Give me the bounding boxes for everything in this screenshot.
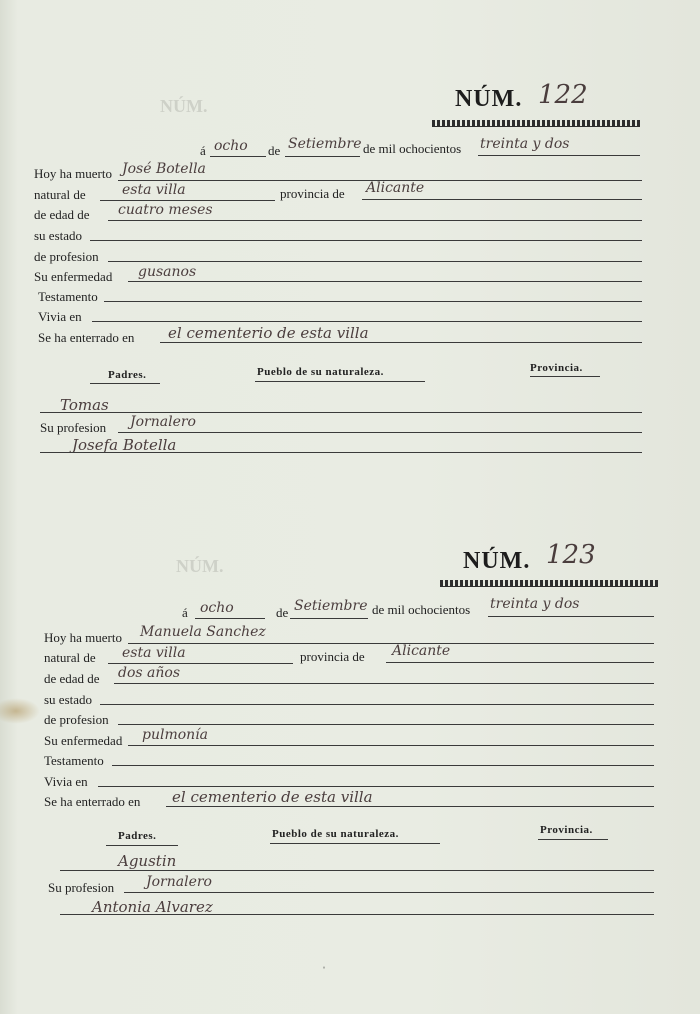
profesion-line [108, 261, 642, 262]
death-day: ocho [200, 600, 234, 616]
record-number-label: NÚM. [463, 548, 531, 574]
death-month: Setiembre [288, 136, 362, 152]
padres-header: Padres. [118, 830, 157, 842]
enfermedad-value: pulmonía [142, 727, 209, 743]
profesion-label: de profesion [34, 249, 99, 264]
provincia-value: Alicante [392, 643, 451, 659]
enterrado-line [166, 806, 654, 807]
paper-stain [0, 698, 40, 724]
testamento-label: Testamento [38, 289, 98, 304]
record-number-value: 123 [546, 540, 596, 570]
pueblo-underline [270, 843, 440, 844]
pueblo-underline [255, 381, 425, 382]
edad-value: dos años [118, 665, 181, 681]
name-line [128, 643, 654, 644]
page-mark: ˈ [322, 964, 326, 978]
enterrado-value: el cementerio de esta villa [168, 324, 369, 342]
padres-header: Padres. [108, 369, 147, 381]
edad-line [108, 220, 642, 221]
edad-label: de edad de [34, 207, 90, 222]
padre-line [40, 412, 642, 413]
died-label: Hoy ha muerto [34, 166, 112, 181]
testamento-label: Testamento [44, 753, 104, 768]
edad-label: de edad de [44, 671, 100, 686]
provincia-value: Alicante [366, 180, 425, 196]
natural-value: esta villa [122, 645, 186, 661]
year-line [488, 616, 654, 617]
date-a-label: á [182, 605, 188, 620]
death-year: treinta y dos [490, 596, 580, 612]
death-month: Setiembre [294, 598, 368, 614]
padre-profesion-line [118, 432, 642, 433]
testamento-line [112, 765, 654, 766]
death-year: treinta y dos [480, 136, 570, 152]
died-label: Hoy ha muerto [44, 630, 122, 645]
record-number-value: 122 [538, 80, 588, 110]
bleed-through-num-1: NÚM. [160, 96, 208, 116]
estado-label: su estado [34, 228, 83, 243]
estado-line [100, 704, 654, 705]
testamento-line [104, 301, 642, 302]
year-line [478, 155, 640, 156]
padre-name: Tomas [60, 396, 109, 414]
natural-label: natural de [34, 187, 86, 202]
provincia-underline [538, 839, 608, 840]
padre-profesion: Jornalero [146, 874, 212, 890]
date-a-label: á [200, 143, 206, 158]
padre-profesion: Jornalero [130, 414, 196, 430]
day-line [195, 618, 265, 619]
su-profesion-label: Su profesion [40, 420, 107, 435]
death-day: ocho [214, 138, 248, 154]
year-prefix-label: de mil ochocientos [372, 602, 471, 617]
enfermedad-line [128, 281, 642, 282]
date-de-label: de [276, 605, 289, 620]
madre-line [60, 914, 654, 915]
provincia-line [386, 662, 654, 663]
provincia-header: Provincia. [540, 824, 593, 836]
provincia-header: Provincia. [530, 362, 583, 374]
enterrado-line [160, 342, 642, 343]
natural-line [108, 663, 293, 664]
pueblo-header: Pueblo de su naturaleza. [272, 828, 399, 840]
vivia-line [98, 786, 654, 787]
provincia-line [362, 199, 642, 200]
padres-underline [90, 383, 160, 384]
edad-value: cuatro meses [118, 202, 213, 218]
enfermedad-value: gusanos [138, 264, 197, 280]
date-de-label: de [268, 143, 281, 158]
profesion-label: de profesion [44, 712, 109, 727]
madre-name: Josefa Botella [72, 436, 177, 454]
padre-name: Agustin [118, 852, 177, 870]
padres-underline [106, 845, 178, 846]
natural-label: natural de [44, 650, 96, 665]
pueblo-header: Pueblo de su naturaleza. [257, 366, 384, 378]
enterrado-label: Se ha enterrado en [38, 330, 135, 345]
provincia-underline [530, 376, 600, 377]
year-prefix-label: de mil ochocientos [363, 141, 462, 156]
bleed-through-num-2: NÚM. [176, 556, 224, 576]
vivia-label: Vivia en [44, 774, 88, 789]
enfermedad-label: Su enfermedad [44, 733, 123, 748]
madre-name: Antonia Alvarez [92, 898, 213, 916]
enfermedad-label: Su enfermedad [34, 269, 113, 284]
record-number-label: NÚM. [455, 86, 523, 112]
madre-line [40, 452, 642, 453]
month-line [290, 618, 368, 619]
vivia-label: Vivia en [38, 309, 82, 324]
month-line [285, 156, 360, 157]
su-profesion-label: Su profesion [48, 880, 115, 895]
deceased-name: José Botella [122, 161, 206, 177]
provincia-label: provincia de [300, 649, 365, 664]
day-line [210, 156, 266, 157]
deceased-name: Manuela Sanchez [140, 624, 266, 640]
estado-label: su estado [44, 692, 93, 707]
decorative-rule [440, 580, 658, 587]
edad-line [114, 683, 654, 684]
provincia-label: provincia de [280, 186, 345, 201]
estado-line [90, 240, 642, 241]
padre-line [60, 870, 654, 871]
decorative-rule [432, 120, 640, 127]
enfermedad-line [128, 745, 654, 746]
enterrado-label: Se ha enterrado en [44, 794, 141, 809]
natural-line [100, 200, 275, 201]
enterrado-value: el cementerio de esta villa [172, 788, 373, 806]
padre-profesion-line [124, 892, 654, 893]
vivia-line [92, 321, 642, 322]
profesion-line [118, 724, 654, 725]
natural-value: esta villa [122, 182, 186, 198]
